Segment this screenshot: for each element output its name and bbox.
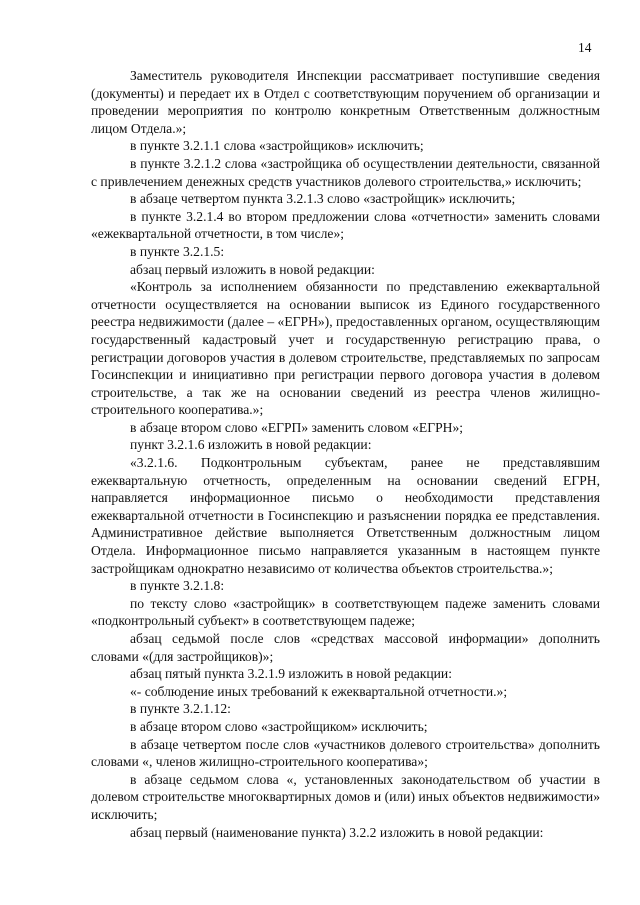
paragraph: в абзаце втором слово «застройщиком» исключить;: [130, 718, 428, 734]
paragraph: в пункте 3.2.1.2 слова «застройщика об осуществлении деятельности, связанной с привлечением денежных средств участников долевого строительства,» исключить;: [91, 155, 600, 189]
page-number: 14: [578, 40, 592, 55]
paragraph: «- соблюдение иных требований к ежеквартальной отчетности.»;: [130, 683, 508, 699]
paragraph: в абзаце втором слово «ЕГРП» заменить словом «ЕГРН»;: [130, 419, 464, 435]
paragraph: в пункте 3.2.1.1 слова «застройщиков» исключить;: [130, 138, 424, 154]
paragraph: в абзаце седьмом слова «, установленных законодательством об участии в долевом строительстве многоквартирных домов и (или) иных объектов недвижимости» исключить;: [91, 771, 600, 822]
paragraph: в пункте 3.2.1.5:: [130, 243, 225, 259]
paragraph: абзац седьмой после слов «средствах массовой информации» дополнить словами «(для застройщиков)»;: [91, 631, 600, 664]
paragraph: абзац первый (наименование пункта) 3.2.2 изложить в новой редакции:: [130, 824, 544, 840]
paragraph: Заместитель руководителя Инспекции рассматривает поступившие сведения (документы) и передает их в Отдел с соответствующим поручением об организации и проведении мероприятия по контролю конкретным Ответственным должностным лицом Отдела.»;: [91, 68, 600, 136]
paragraph: в абзаце четвертом после слов «участников долевого строительства» дополнить словами «, членов жилищно-строительного кооператива»;: [91, 736, 600, 770]
paragraph: по тексту слово «застройщик» в соответствующем падеже заменить словами «подконтрольный субъект» в соответствующем падеже;: [91, 595, 600, 629]
paragraph: абзац первый изложить в новой редакции:: [130, 261, 375, 277]
document-body: [91, 67, 600, 841]
paragraph: «3.2.1.6. Подконтрольным субъектам, ранее не представлявшим ежеквартальную отчетность, определенным на основании сведений ЕГРН, направляется информационное письмо о необходимости представления ежеквартальной отчетности в Госинспекцию и разъяснении порядка ее представления. Административное действие выполняется Ответственным должностным лицом Отдела. Информационное письмо направляется указанным в настоящем пункте застройщикам однократно независимо от количества объектов строительства.»;: [91, 455, 600, 576]
paragraph: абзац пятый пункта 3.2.1.9 изложить в новой редакции:: [130, 666, 452, 682]
paragraph: в пункте 3.2.1.8:: [130, 578, 225, 594]
paragraph: в пункте 3.2.1.12:: [130, 701, 231, 717]
paragraph: в пункте 3.2.1.4 во втором предложении слова «отчетности» заменить словами «ежеквартальной отчетности, в том числе»;: [91, 208, 600, 242]
paragraph: в абзаце четвертом пункта 3.2.1.3 слово «застройщик» исключить;: [130, 191, 516, 207]
paragraph: пункт 3.2.1.6 изложить в новой редакции:: [130, 437, 372, 453]
paragraph: «Контроль за исполнением обязанности по представлению ежеквартальной отчетности осуществляется на основании выписок из Единого государственного реестра недвижимости (далее – «ЕГРН»), предоставленных органом, осуществляющим государственный кадастровый учет и государственную регистрацию права, о регистрации договоров участия в долевом строительстве, представляемых по запросам Госинспекции и инициативно при регистрации первого договора участия в долевом строительстве, а так же на основании сведений из реестра членов жилищно-строительного кооператива.»;: [91, 279, 600, 418]
